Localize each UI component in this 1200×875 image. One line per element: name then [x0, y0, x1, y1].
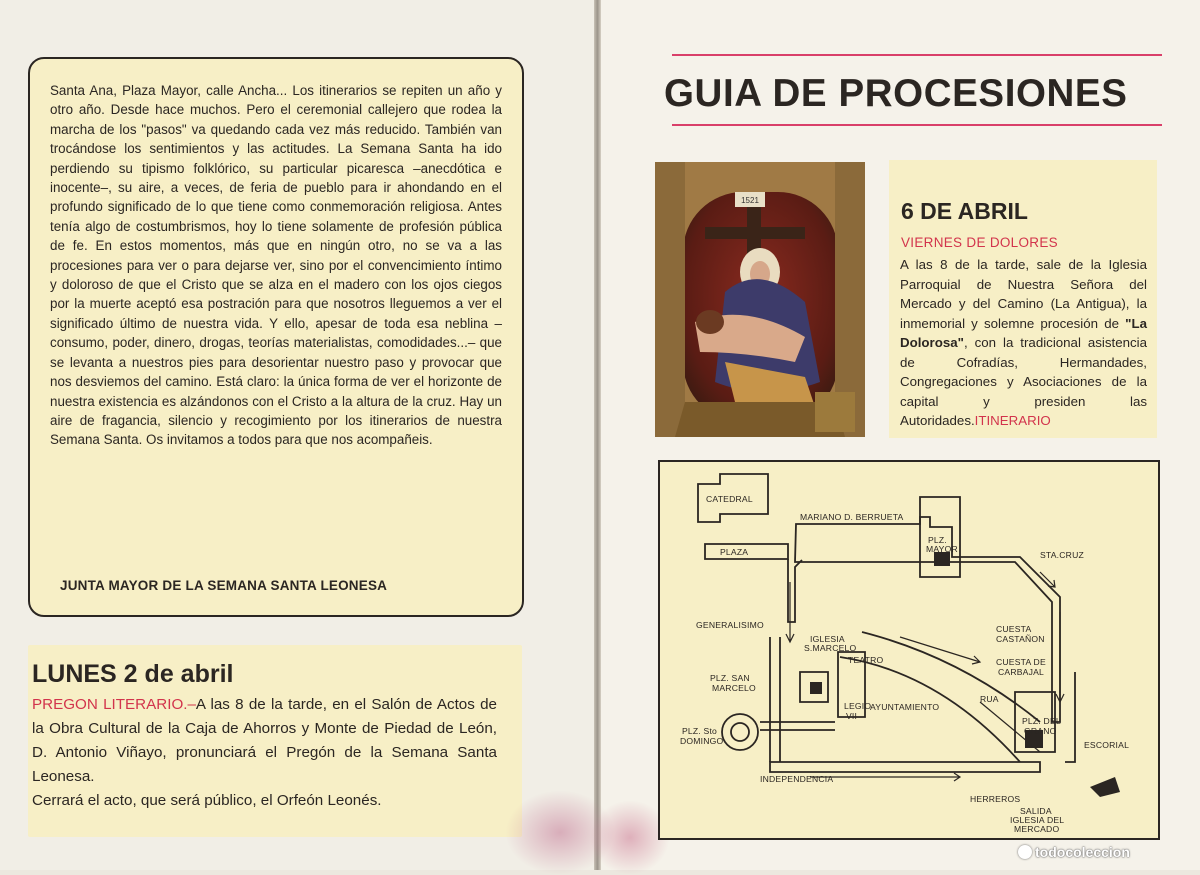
map-label-herreros: HERREROS — [970, 794, 1021, 804]
booklet-spine — [594, 0, 601, 870]
map-label-plz-mayor-1: PLZ. — [928, 535, 947, 545]
photo-plaque: 1521 — [741, 196, 759, 205]
pieta-photo — [655, 162, 865, 437]
watermark: todocoleccion — [1035, 844, 1130, 860]
plz-domingo-circle — [722, 714, 758, 750]
pregon-description: A las 8 de la tarde, en el Salón de Actos de la Obra Cultural de la Caja de Ahorros y Monte de Piedad de León, D. Antonio Viñayo, pronunciará el Pregón de la Semana Santa Leonesa. — [32, 696, 497, 785]
procession-name: "La Dolorosa" — [900, 315, 1147, 350]
event-text-part-2: , con la tradicional asistencia de Cofradías, Hermandades, Congregaciones y Asociaciones de la capital y presiden las Autoridades. — [900, 335, 1147, 428]
pregon-text — [32, 693, 497, 813]
event-text-part-1: A las 8 de la tarde, sale de la Iglesia Parroquial de Nuestra Señora del Mercado y del Camino (La Antigua), la inmemorial y solemne procesión de — [900, 257, 1147, 331]
herreros-street — [770, 762, 1040, 772]
event-name: VIERNES DE DOLORES — [901, 235, 1058, 250]
event-description — [900, 255, 1147, 431]
map-label-cuesta-castanon-1: CUESTA — [996, 624, 1032, 634]
map-label-cuesta-carbajal-2: CARBAJAL — [998, 667, 1045, 677]
map-label-rua: RUA — [980, 694, 999, 704]
intro-paragraph: Santa Ana, Plaza Mayor, calle Ancha... Los itinerarios se repiten un año y otro año. Desde hace muchos. Pero el ceremonial callejero que rodea la marcha de los "pasos" va quedando cada vez más reducido. También van trocándose los sentimientos y las actitudes. La Semana Santa ha ido perdiendo su tipismo folklórico, su particular picaresca –anecdótica e inocente–, su aire, a veces, de feria de pueblo para ir ahondando en el profundo significado de lo que tiene como conmemoración religiosa. Antes tenía algo de costumbrismos, hoy lo tiene solamente de profesión pública de fe. En estos momentos, más que en ningún otro, no se va a las procesiones para ver o para dejarse ver, sino por el convencimiento íntimo y doloroso de que el Cristo que se alza en el madero con los ojos ciegos por la muerte aceptó esa postración para que nosotros lleguemos a ver el significado último de nuestra vida. Y ello, apesar de toda esa neblina –consumo, poder, dinero, drogas, teorías materialistas, comodidades...– que se levanta a nuestros pies para desorientar nuestro paso y provocar que nos desviemos del camino. Está claro: la única forma de ver el horizonte de nuestra existencia es alzándonos con el Cristo a la altura de la cruz. Hay un aire de fragancia, silencio y recogimiento por los itinerarios de nuestra Semana Santa. Os invitamos a todos para que nos acompañeis. — [50, 83, 502, 448]
map-label-plz-san-marcelo-2: MARCELO — [712, 683, 756, 693]
itinerary-label: ITINERARIO — [974, 413, 1051, 428]
pregon-event-name: PREGON LITERARIO.– — [32, 696, 196, 713]
map-label-plz-grano-2: GRANO — [1024, 726, 1057, 736]
map-label-plz-domingo-1: PLZ. Sto — [682, 726, 718, 736]
map-label-plz-san-marcelo-1: PLZ. SAN — [710, 673, 750, 683]
signature: JUNTA MAYOR DE LA SEMANA SANTA LEONESA — [60, 578, 388, 593]
map-label-cuesta-carbajal-1: CUESTA DE — [996, 657, 1046, 667]
map-label-mariano: MARIANO D. BERRUETA — [800, 512, 904, 522]
map-label-iglesia-2: S.MARCELO — [804, 643, 857, 653]
itinerary-map — [658, 460, 1160, 840]
intro-text-box — [28, 57, 524, 617]
map-label-sta-cruz: STA.CRUZ — [1040, 550, 1084, 560]
pregon-closing: Cerrará el acto, que será público, el Orfeón Leonés. — [32, 792, 382, 809]
title-rule-top — [672, 54, 1162, 56]
title-rule-bottom — [672, 124, 1162, 126]
map-label-ayuntamiento: AYUNTAMIENTO — [870, 702, 940, 712]
day-heading — [32, 660, 233, 689]
map-label-salida-3: MERCADO — [1014, 824, 1060, 834]
map-label-catedral: CATEDRAL — [706, 494, 753, 504]
map-label-plz-mayor-2: MAYOR — [926, 544, 958, 554]
watermark-icon — [1018, 845, 1032, 859]
map-label-escorial: ESCORIAL — [1084, 740, 1130, 750]
map-label-legio-2: VII — [846, 711, 858, 721]
date-heading: 6 DE ABRIL — [901, 198, 1028, 224]
day-heading-main: LUNES 2 — [32, 660, 138, 688]
page-title: GUIA DE PROCESIONES — [664, 72, 1128, 115]
map-label-plz-domingo-2: DOMINGO — [680, 736, 724, 746]
map-label-plz-grano-1: PLZ. DEL — [1022, 716, 1061, 726]
map-label-generalisimo: GENERALISIMO — [696, 620, 764, 630]
map-label-independencia: INDEPENDENCIA — [760, 774, 834, 784]
map-label-salida-1: SALIDA — [1020, 806, 1052, 816]
map-label-legio-1: LEGIO — [844, 701, 872, 711]
map-label-plaza: PLAZA — [720, 547, 749, 557]
map-label-salida-2: IGLESIA DEL — [1010, 815, 1065, 825]
map-label-teatro: TEATRO — [848, 655, 884, 665]
day-heading-rest: de abril — [144, 660, 234, 688]
map-label-iglesia-1: IGLESIA — [810, 634, 845, 644]
map-label-cuesta-castanon-2: CASTAÑON — [996, 634, 1045, 644]
